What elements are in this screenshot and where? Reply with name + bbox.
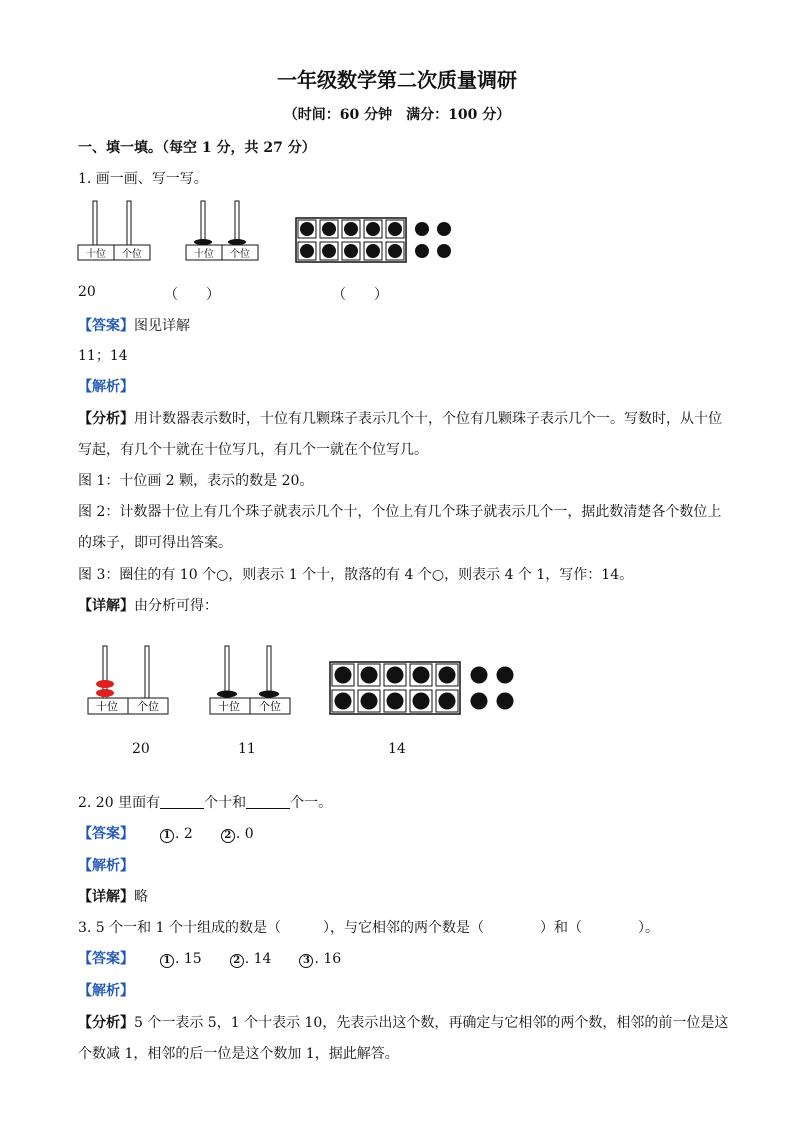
answer-blank xyxy=(246,794,290,809)
loose-counter-dot xyxy=(497,667,514,684)
q1-blank-1: 20 xyxy=(78,284,96,300)
counter-dot xyxy=(335,667,352,684)
abacus-ones-label: 个位 xyxy=(230,249,250,260)
q1-figures xyxy=(76,198,456,268)
q2-answer-row: 【答案】 1 . 2 2 . 0 xyxy=(78,826,254,842)
counter-dot xyxy=(388,244,402,258)
svg-text:个位: 个位 xyxy=(259,700,281,713)
loose-counter-dot xyxy=(471,693,488,710)
q1-fig1-note: 图 1：十位画 2 颗，表示的数是 20。 xyxy=(78,473,314,489)
ten-frame-14 xyxy=(330,662,514,714)
counter-dot xyxy=(335,693,352,710)
bead xyxy=(259,691,279,698)
analysis-label: 【分析】 xyxy=(78,411,134,427)
q1-fig2-line1: 图 2：计数器十位上有几个珠子就表示几个十，个位上有几个珠子就表示几个一，据此数清楚各个数位上 xyxy=(78,504,722,520)
counter-dot xyxy=(344,244,358,258)
counter-dot xyxy=(413,693,430,710)
q1-blank-3: （ ） xyxy=(332,287,388,303)
abacus-empty xyxy=(78,201,150,260)
q3-analysis-line2: 个数减 1，相邻的后一位是这个数加 1，据此解答。 xyxy=(78,1046,399,1062)
section-heading: 一、填一填。（每空 1 分，共 27 分） xyxy=(78,140,316,156)
counter-dot xyxy=(387,693,404,710)
loose-counter-dot xyxy=(497,693,514,710)
page-title: 一年级数学第二次质量调研 xyxy=(277,68,517,92)
red-bead xyxy=(96,680,114,688)
abacus-tens-label: 十位 xyxy=(194,249,214,260)
counter-dot xyxy=(344,222,358,236)
q2-analysis-tag: 【解析】 xyxy=(78,858,134,874)
ten-frame xyxy=(296,218,451,262)
answer-text: 图见详解 xyxy=(134,318,190,334)
loose-counter-dot xyxy=(415,244,429,258)
counter-dot xyxy=(387,667,404,684)
counter-dot xyxy=(361,693,378,710)
bead xyxy=(217,691,237,698)
analysis-tag: 【解析】 xyxy=(78,379,134,395)
q2-detail: 【详解】略 xyxy=(78,889,148,905)
answer-tag: 【答案】 xyxy=(78,318,134,334)
loose-counter-dot xyxy=(437,222,451,236)
counter-dot xyxy=(366,244,380,258)
counter-dot xyxy=(322,222,336,236)
loose-counter-dot xyxy=(437,244,451,258)
loose-counter-dot xyxy=(471,667,488,684)
bead xyxy=(194,239,212,245)
q1-solution-figures xyxy=(86,642,516,722)
svg-text:十位: 十位 xyxy=(218,700,240,713)
abacus-ones-label: 个位 xyxy=(122,249,142,260)
q1-prompt: 1. 画一画、写一写。 xyxy=(78,171,208,187)
result-14: 14 xyxy=(388,741,406,757)
q1-blank-2: （ ） xyxy=(164,287,220,303)
q1-analysis-line2: 写起，有几个十就在十位写几，有几个一就在个位写几。 xyxy=(78,442,428,458)
svg-text:个位: 个位 xyxy=(137,700,159,713)
q1-fig3-note: 图 3：圈住的有 10 个○，则表示 1 个十，散落的有 4 个○，则表示 4 个 1，写作：14。 xyxy=(78,567,634,583)
svg-text:十位: 十位 xyxy=(96,700,118,713)
counter-dot xyxy=(300,222,314,236)
counter-dot xyxy=(388,222,402,236)
abacus-20 xyxy=(88,646,168,714)
abacus-11 xyxy=(210,646,290,714)
counter-dot xyxy=(361,667,378,684)
q2-prompt: 2. 20 里面有 个十和 个一。 xyxy=(78,795,333,811)
bead xyxy=(228,239,246,245)
counter-dot xyxy=(322,244,336,258)
q1-answer-values: 11；14 xyxy=(78,348,128,364)
q1-analysis-line1: 【分析】用计数器表示数时，十位有几颗珠子表示几个十，个位有几颗珠子表示几个一。写数时，从十位 xyxy=(78,411,722,427)
q1-answer-row xyxy=(78,315,190,335)
abacus-with-beads xyxy=(186,201,258,260)
counter-dot xyxy=(300,244,314,258)
loose-counter-dot xyxy=(415,222,429,236)
counter-dot xyxy=(413,667,430,684)
red-bead xyxy=(96,689,114,697)
detail-label: 【详解】 xyxy=(78,598,134,614)
q3-prompt: 3. 5 个一和 1 个十组成的数是（ ），与它相邻的两个数是（ ）和（ ）。 xyxy=(78,920,659,936)
counter-dot xyxy=(439,667,456,684)
page-subtitle: （时间：60 分钟 满分：100 分） xyxy=(283,107,511,123)
abacus-tens-label: 十位 xyxy=(86,249,106,260)
answer-blank xyxy=(160,794,204,809)
counter-dot xyxy=(366,222,380,236)
q3-analysis-line1: 【分析】5 个一表示 5，1 个十表示 10，先表示出这个数，再确定与它相邻的两个数，相邻的前一位是这 xyxy=(78,1015,729,1031)
q3-answer-row: 【答案】 1 . 15 2 . 14 3 . 16 xyxy=(78,951,342,967)
result-11: 11 xyxy=(238,741,256,757)
q1-detail: 【详解】由分析可得： xyxy=(78,598,218,614)
result-20: 20 xyxy=(132,741,150,757)
q3-analysis-tag: 【解析】 xyxy=(78,983,134,999)
counter-dot xyxy=(439,693,456,710)
q1-fig2-line2: 的珠子，即可得出答案。 xyxy=(78,535,232,551)
